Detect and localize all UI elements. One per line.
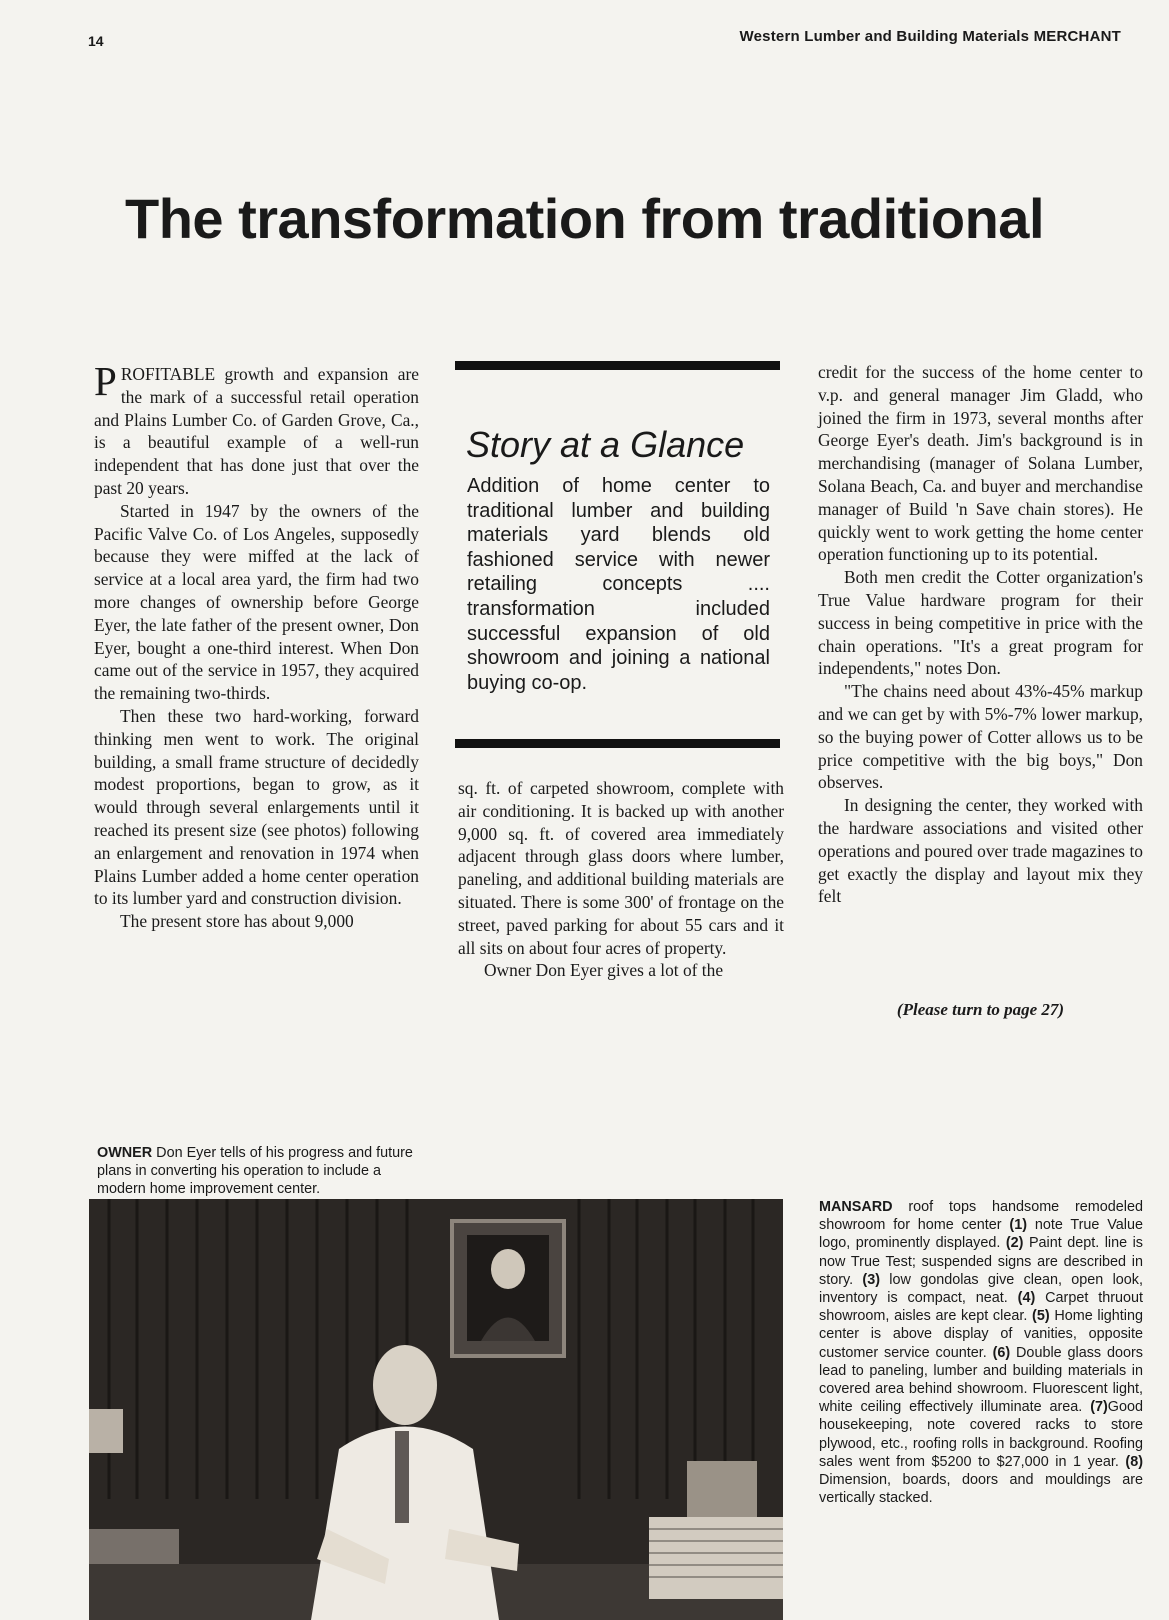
- mansard-caption-text: Carpet thruout showroom, aisles are kept clear.: [819, 1290, 1144, 1325]
- paragraph-6: Owner Don Eyer gives a lot of the: [484, 960, 724, 981]
- mansard-caption-text: Home lighting center is above display of vanities, opposite customer service counter.: [819, 1308, 1143, 1361]
- mansard-caption-text: Paint dept. line is now True Test; suspended signs are described in story.: [819, 1235, 1144, 1288]
- owner-caption-lead: OWNER: [97, 1145, 153, 1161]
- mansard-caption-text: low gondolas give clean, open look, inventory is compact, neat.: [819, 1271, 1143, 1307]
- article-column-1: [94, 358, 419, 933]
- article-column-2: [458, 777, 784, 982]
- paragraph-9: "The chains need about 43%-45% markup and we can get by with 5%-7% lower markup, so the buying power of Cotter allows us to be price competitive with the big boys," Don observes.: [818, 681, 1143, 793]
- glance-title: Story at a Glance: [466, 424, 745, 465]
- paragraph-10: In designing the center, they worked with the hardware associations and visited other operations and poured over trade magazines to get exactly the display and layout mix they felt: [818, 795, 1143, 907]
- owner-caption-text: Don Eyer tells of his progress and future plans in converting his operation to include a modern home improvement center.: [97, 1145, 413, 1198]
- paragraph-4: The present store has about 9,000: [120, 911, 354, 932]
- item-number-1: (1): [1009, 1217, 1028, 1234]
- drop-cap: P: [94, 358, 117, 404]
- page-number: 14: [88, 33, 104, 49]
- item-number-3: (3): [862, 1271, 881, 1288]
- mansard-caption-text: roof tops handsome remodeled showroom for home center: [819, 1199, 1143, 1234]
- mansard-caption-lead: MANSARD: [819, 1199, 893, 1215]
- item-number-6: (6): [992, 1344, 1011, 1361]
- owner-caption: [97, 1144, 421, 1199]
- mansard-caption-text: Double glass doors lead to paneling, lumber and building materials in covered area behind showroom. Fluorescent light, white ceiling effectively illuminate area.: [819, 1344, 1143, 1416]
- paragraph-2: Started in 1947 by the owners of the Pacific Valve Co. of Los Angeles, supposedly because they were miffed at the lack of service at a local area yard, the firm had two more changes of ownership before George Eyer, the late father of the present owner, Don Eyer, bought a one-third interest. When Don came out of the service in 1957, they acquired the remaining two-thirds.: [94, 500, 419, 704]
- paragraph-7: credit for the success of the home center to v.p. and general manager Jim Gladd, who joined the firm in 1973, several months after George Eyer's death. Jim's background is in merchandising (manager of Solana Lumber, Solana Beach, Ca. and buyer and merchandise manager of Build 'n Save chain stores). He quickly went to work getting the home center operation functioning up to its potential.: [818, 362, 1143, 565]
- continued-note: (Please turn to page 27): [896, 1000, 1065, 1019]
- item-number-4: (4): [1017, 1290, 1036, 1307]
- glance-body: Addition of home center to traditional lumber and building materials yard blends old fashioned service with newer retailing concepts .... transformation included successful expansion of old showroom and joining a national buying co-op.: [467, 475, 770, 694]
- owner-photo: [89, 1199, 783, 1620]
- glance-bottom-rule: [455, 739, 780, 748]
- paragraph-3: Then these two hard-working, forward thinking men went to work. The original building, a small frame structure of decidedly modest proportions, began to grow, as it would through several enlargements until it reached its present size (see photos) following an enlargement and renovation in 1974 when Plains Lumber added a home center operation to its lumber yard and construction division.: [94, 705, 419, 909]
- headline: The transformation from traditional: [125, 187, 1044, 250]
- paragraph-1-text: ROFITABLE growth and expansion are the mark of a successful retail operation and Plains Lumber Co. of Garden Grove, Ca., is a beautiful example of a well-run independent that has done just that over the past 20 years.: [94, 364, 419, 498]
- mansard-caption-text: Dimension, boards, doors and mouldings are vertically stacked.: [819, 1472, 1143, 1507]
- item-number-2: (2): [1005, 1235, 1024, 1252]
- article-column-3: [818, 361, 1143, 908]
- running-title: Western Lumber and Building Materials MERCHANT: [739, 28, 1121, 45]
- paragraph-5: sq. ft. of carpeted showroom, complete with air conditioning. It is backed up with another 9,000 sq. ft. of covered area immediately adjacent through glass doors where lumber, paneling, and additional building materials are situated. There is some 300' of frontage on the street, paved parking for about 55 cars and it all sits on about four acres of property.: [458, 778, 784, 958]
- mansard-caption: [819, 1198, 1143, 1507]
- item-number-7: (7): [1090, 1399, 1108, 1416]
- item-number-8: (8): [1125, 1453, 1143, 1470]
- glance-top-rule: [455, 361, 780, 370]
- owner-photo-image: [89, 1199, 783, 1620]
- paragraph-1: [94, 358, 419, 500]
- item-number-5: (5): [1032, 1308, 1050, 1325]
- mansard-caption-text: note True Value logo, prominently displayed.: [819, 1217, 1143, 1252]
- paragraph-8: Both men credit the Cotter organization's True Value hardware program for their success in being competitive in price with the chain operations. "It's a great program for independents," notes Don.: [818, 567, 1143, 679]
- mansard-caption-text: Good housekeeping, note covered racks to store plywood, etc., roofing rolls in background. Roofing sales went from $5200 to $27,000 in 1 year.: [819, 1399, 1143, 1470]
